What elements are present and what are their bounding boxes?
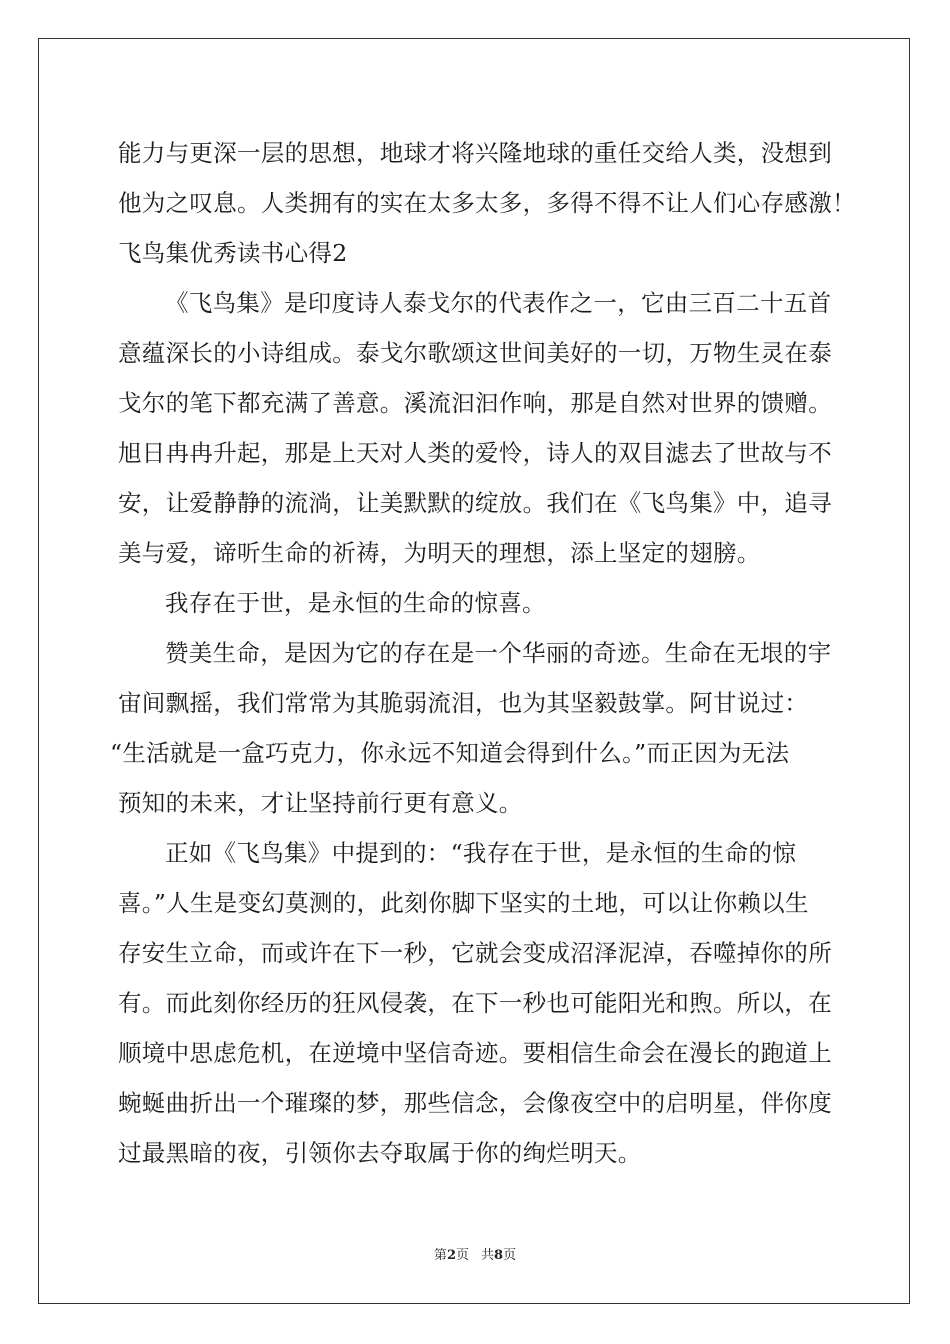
total-suffix: 页 [503,1248,517,1263]
paragraph-start: 赞美生命，是因为它的存在是一个华丽的奇迹。生命在无垠的宇 [165,639,832,667]
text-line: “生活就是一盒巧克力，你永远不知道会得到什么。”而正因为无法 [110,739,790,767]
text-line: 宙间飘摇，我们常常为其脆弱流泪，也为其坚毅鼓掌。阿甘说过： [118,689,809,717]
total-page-count: 8 [494,1248,504,1263]
text-line: 戈尔的笔下都充满了善意。溪流汩汩作响，那是自然对世界的馈赠。 [118,389,832,417]
page-footer [0,1244,950,1263]
text-line: 意蕴深长的小诗组成。泰戈尔歌颂这世间美好的一切，万物生灵在泰 [118,339,832,367]
paragraph-start: 我存在于世，是永恒的生命的惊喜。 [165,589,546,617]
text-line: 过最黑暗的夜，引领你去夺取属于你的绚烂明天。 [118,1139,642,1167]
text-line: 蜿蜒曲折出一个璀璨的梦，那些信念，会像夜空中的启明星，伴你度 [118,1089,832,1117]
text-line: 喜。”人生是变幻莫测的，此刻你脚下坚实的土地，可以让你赖以生 [118,889,809,917]
text-line: 能力与更深一层的思想，地球才将兴隆地球的重任交给人类，没想到 [118,139,832,167]
text-line: 安，让爱静静的流淌，让美默默的绽放。我们在《飞鸟集》中，追寻 [118,489,832,517]
text-line: 美与爱，谛听生命的祈祷，为明天的理想，添上坚定的翅膀。 [118,539,761,567]
paragraph-start: 《飞鸟集》是印度诗人泰戈尔的代表作之一，它由三百二十五首 [165,289,832,317]
text-line: 顺境中思虑危机，在逆境中坚信奇迹。要相信生命会在漫长的跑道上 [118,1039,832,1067]
page-suffix: 页 [455,1248,469,1263]
current-page-number: 2 [446,1248,456,1263]
text-line: 预知的未来，才让坚持前行更有意义。 [118,789,523,817]
text-line: 存安生立命，而或许在下一秒，它就会变成沼泽泥淖，吞噬掉你的所 [118,939,832,967]
paragraph-start: 正如《飞鸟集》中提到的：“我存在于世，是永恒的生命的惊 [165,839,797,867]
text-line: 有。而此刻你经历的狂风侵袭，在下一秒也可能阳光和煦。所以，在 [118,989,832,1017]
section-heading: 飞鸟集优秀读书心得2 [118,239,348,267]
document-body [110,128,856,1178]
text-line: 旭日冉冉升起，那是上天对人类的爱怜，诗人的双目滤去了世故与不 [118,439,832,467]
page-prefix: 第 [433,1248,447,1263]
total-prefix: 共 [481,1248,495,1263]
text-line: 他为之叹息。人类拥有的实在太多太多，多得不得不让人们心存感激！ [118,189,856,217]
